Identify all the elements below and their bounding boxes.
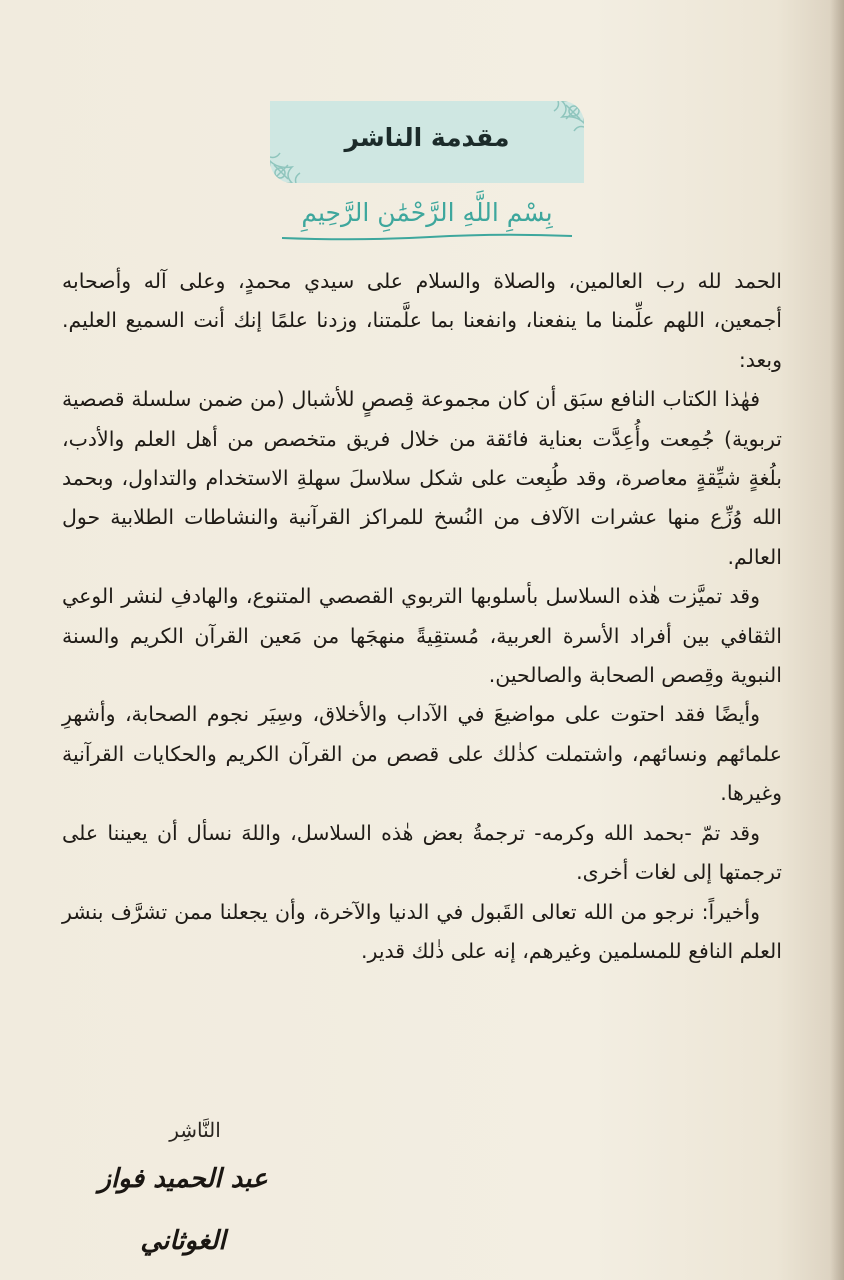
- paragraph: وقد تمّ -بحمد الله وكرمه- ترجمةُ بعض هٰذه السلاسل، واللهَ نسأل أن يعيننا على ترجمتها إلى لغات أخرى.: [62, 820, 782, 885]
- section-title: مقدمة الناشر: [344, 123, 510, 152]
- basmala-text: بِسْمِ اللَّهِ الرَّحْمَٰنِ الرَّحِيمِ: [301, 198, 553, 227]
- paragraph: وأخيراً: نرجو من الله تعالى القَبول في الدنيا والآخرة، وأن يجعلنا ممن تشرَّف بنشر العلم النافع للمسلمين وغيرهم، إنه على ذٰلك قدير.: [62, 899, 782, 963]
- paragraph: وأيضًا فقد احتوت على مواضيعَ في الآداب والأخلاق، وسِيَر نجوم الصحابة، وأشهرِ علمائهم ونسائهم، واشتملت كذٰلك على قصص من القرآن الكريم والحكايات القرآنية وغيرها.: [62, 702, 782, 806]
- paragraph: وقد تميَّزت هٰذه السلاسل بأسلوبها التربوي القصصي المتنوع، والهادفِ لنشر الوعي الثقافي بين أفراد الأسرة العربية، مُستقِيةً منهجَها من مَعين القرآن الكريم والسنة النبوية وقِصص الصحابة والصالحين.: [62, 584, 782, 688]
- page-edge-shadow: [830, 0, 844, 1280]
- preface-body: [62, 262, 782, 971]
- ornament-icon: [270, 139, 314, 183]
- signer-label: النَّاشِر: [169, 1118, 221, 1142]
- section-title-banner: [270, 101, 584, 183]
- paragraph: الحمد لله رب العالمين، والصلاة والسلام على سيدي محمدٍ، وعلى آله وأصحابه أجمعين، اللهم علِّمنا ما ينفعنا، وانفعنا بما علَّمتنا، وزدنا علمًا إنك أنت السميع العليم. وبعد:: [62, 269, 782, 372]
- basmala: [270, 198, 584, 248]
- publisher-signature: عبد الحميد فواز الغوثاني: [98, 1164, 268, 1256]
- paragraph: فهٰذا الكتاب النافع سبَق أن كان مجموعة قِصصٍ للأشبال (من ضمن سلسلة قصصية تربوية) جُمِعت وأُعِدَّت بعناية فائقة من خلال فريق متخصص من أهل العلم والأدب، بلُغةٍ شيِّقةٍ معاصرة، وقد طُبِعت على شكل سلاسلَ سهلةِ الاستخدام والتداول، وبحمد الله وُزِّع منها عشرات الآلاف من النُسخ للمراكز القرآنية والنشاطات الطلابية حول العالم.: [62, 387, 782, 569]
- basmala-flourish-icon: [280, 232, 574, 242]
